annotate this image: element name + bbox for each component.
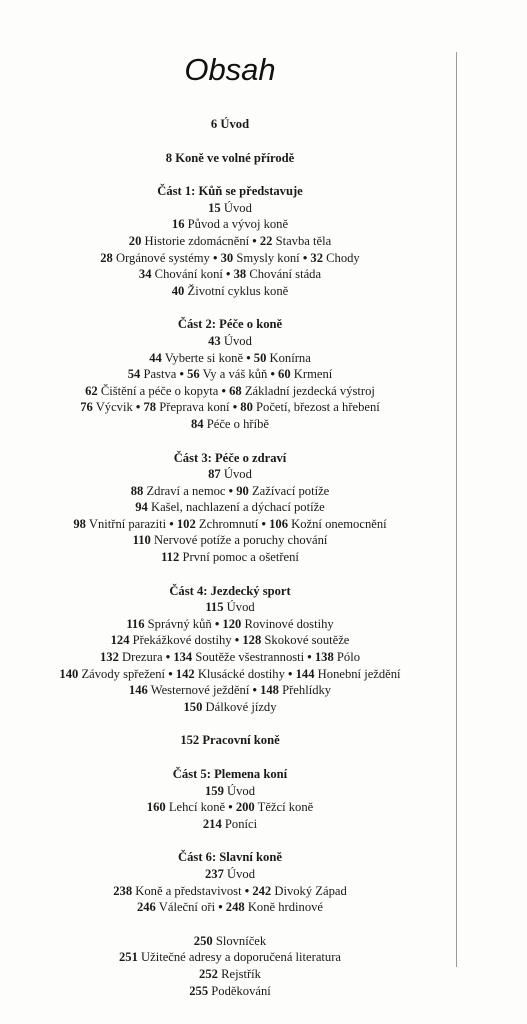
- entry-title: Vy a váš kůň: [202, 367, 268, 382]
- entry-title: Správný kůň: [147, 616, 212, 631]
- bullet-separator: •: [304, 650, 315, 665]
- toc-line: [0, 949, 460, 966]
- table-of-contents: [0, 116, 460, 1016]
- entry-title: Smysly koní: [236, 250, 300, 265]
- toc-line: [0, 966, 460, 983]
- entry-title: Koně a představivost: [135, 883, 242, 898]
- bullet-separator: •: [218, 383, 230, 398]
- toc-line: [0, 350, 460, 367]
- toc-line: [0, 466, 460, 483]
- page-number: 144: [295, 666, 315, 681]
- bullet-separator: •: [241, 883, 253, 898]
- page-number: 150: [183, 699, 203, 714]
- entry-title: Rejstřík: [221, 966, 261, 981]
- entry-title: Stavba těla: [275, 233, 332, 248]
- toc-line: [0, 499, 460, 516]
- entry-title: Divoký Západ: [274, 883, 347, 898]
- toc-line: [0, 416, 460, 433]
- entry-title: Závody spřežení: [81, 666, 166, 681]
- page-number: 28: [100, 250, 113, 265]
- bullet-separator: •: [267, 367, 279, 382]
- toc-section: [0, 732, 460, 749]
- entry-title: Pastva: [143, 367, 177, 382]
- toc-section: [0, 316, 460, 432]
- page-number: 237: [204, 866, 224, 881]
- entry-title: Klusácké dostihy: [197, 666, 285, 681]
- entry-title: Kašel, nachlazení a dýchací potíže: [150, 500, 325, 515]
- toc-line: [0, 899, 460, 916]
- entry-title: Skokové soutěže: [264, 633, 350, 648]
- toc-line: [0, 649, 460, 666]
- section-title: Část 4: Jezdecký sport: [169, 583, 291, 598]
- entry-title: Konírna: [269, 350, 311, 365]
- entry-title: Životní cyklus koně: [187, 283, 289, 298]
- toc-section-title: [0, 766, 460, 783]
- toc-line: [0, 682, 460, 699]
- entry-title: Těžcí koně: [257, 800, 314, 815]
- toc-line: [0, 866, 460, 883]
- page-number: 246: [136, 900, 156, 915]
- entry-title: Zchromnutí: [198, 516, 259, 531]
- toc-line: [0, 399, 460, 416]
- entry-title: První pomoc a ošetření: [182, 550, 299, 565]
- page-number: 98: [73, 516, 86, 531]
- entry-title: Výcvik: [95, 400, 133, 415]
- bullet-separator: •: [166, 516, 177, 531]
- page-number: 159: [204, 783, 224, 798]
- page-number: 94: [135, 500, 148, 515]
- page-number: 242: [252, 883, 272, 898]
- page-number: 128: [242, 633, 262, 648]
- page-number: 34: [138, 267, 152, 282]
- page-number: 120: [222, 616, 242, 631]
- bullet-separator: •: [132, 400, 144, 415]
- toc-line: [0, 483, 460, 500]
- entry-title: Kožní onemocnění: [291, 516, 387, 531]
- toc-line: [0, 599, 460, 616]
- toc-section-title: [0, 150, 460, 167]
- toc-section: [0, 450, 460, 566]
- section-title: Úvod: [220, 117, 250, 131]
- page-number: 134: [173, 650, 193, 665]
- entry-title: Lehcí koně: [168, 800, 226, 815]
- page-number: 90: [236, 483, 249, 498]
- toc-line: [0, 799, 460, 816]
- toc-line: [0, 783, 460, 800]
- toc-section-title: [0, 116, 460, 133]
- toc-line: [0, 666, 460, 683]
- page-number: 76: [80, 400, 93, 415]
- entry-title: Úvod: [223, 333, 252, 348]
- entry-title: Úvod: [226, 600, 255, 615]
- page-number: 15: [208, 200, 221, 215]
- page-number: 16: [171, 217, 185, 232]
- entry-title: Péče o hříbě: [206, 416, 269, 431]
- entry-title: Dálkové jízdy: [205, 699, 277, 714]
- toc-line: [0, 283, 460, 300]
- entry-title: Chování koní: [154, 267, 223, 282]
- bullet-separator: •: [258, 516, 270, 531]
- page-number: 43: [208, 333, 221, 348]
- entry-title: Chování stáda: [249, 267, 322, 282]
- toc-line: [0, 266, 460, 283]
- page-number: 22: [259, 233, 273, 248]
- entry-title: Úvod: [223, 467, 252, 482]
- toc-section-title: [0, 183, 460, 200]
- section-title: Část 2: Péče o koně: [177, 317, 283, 332]
- entry-title: Pólo: [336, 650, 361, 665]
- bullet-separator: •: [165, 666, 176, 681]
- toc-section: [0, 849, 460, 915]
- entry-title: Překážkové dostihy: [132, 633, 232, 648]
- entry-title: Koně hrdinové: [247, 900, 324, 915]
- entry-title: Chody: [326, 250, 360, 265]
- page-number: 80: [240, 400, 253, 415]
- toc-line: [0, 516, 460, 533]
- page-number: 138: [314, 650, 334, 665]
- toc-section-title: [0, 583, 460, 600]
- page-number: 87: [208, 467, 221, 482]
- entry-title: Vyberte si koně: [164, 350, 244, 365]
- page-number: 106: [269, 516, 288, 531]
- entry-title: Původ a vývoj koně: [187, 217, 289, 232]
- page-number: 62: [85, 383, 98, 398]
- page-number: 88: [130, 483, 144, 498]
- toc-line: [0, 200, 460, 217]
- bullet-separator: •: [229, 400, 241, 415]
- page-number: 124: [110, 633, 130, 648]
- page-number: 68: [229, 383, 242, 398]
- entry-title: Honební ježdění: [317, 666, 401, 681]
- page-number: 132: [99, 650, 119, 665]
- toc-line: [0, 250, 460, 267]
- page-number: 142: [175, 666, 195, 681]
- page-number: 56: [187, 367, 200, 382]
- page-number: 214: [202, 816, 222, 831]
- bullet-separator: •: [209, 250, 221, 265]
- page-number: 252: [199, 966, 218, 981]
- page-number: 200: [235, 800, 255, 815]
- page-title: Obsah: [184, 52, 276, 87]
- entry-title: Základní jezdecká výstroj: [244, 383, 375, 398]
- bullet-separator: •: [225, 483, 237, 498]
- page-number: 160: [146, 800, 166, 815]
- bullet-separator: •: [225, 800, 236, 815]
- page-number: 248: [225, 900, 245, 915]
- toc-line: [0, 933, 460, 950]
- page-number: 238: [113, 883, 133, 898]
- entry-title: Váleční oři: [158, 900, 216, 915]
- section-title: Koně ve volné přírodě: [175, 150, 295, 165]
- page-number: 60: [278, 367, 291, 382]
- page-number: 38: [233, 267, 247, 282]
- page-number: 78: [143, 400, 157, 415]
- bullet-separator: •: [284, 666, 296, 681]
- bullet-separator: •: [243, 350, 254, 365]
- page-number: 102: [176, 516, 196, 531]
- toc-line: [0, 383, 460, 400]
- entry-title: Početí, březost a hřebení: [256, 400, 380, 415]
- toc-section: [0, 933, 460, 999]
- entry-title: Slovníček: [215, 933, 267, 948]
- page-number: 40: [171, 283, 185, 298]
- section-title: Část 5: Plemena koní: [172, 767, 288, 781]
- entry-title: Historie zdomácnění: [144, 233, 250, 248]
- section-title: Část 3: Péče o zdraví: [173, 450, 287, 465]
- toc-line: [0, 699, 460, 716]
- page-number: 250: [193, 933, 213, 948]
- page-number: 251: [118, 950, 138, 965]
- entry-title: Zdraví a nemoc: [146, 483, 226, 498]
- toc-section-title: [0, 316, 460, 333]
- toc-line: [0, 532, 460, 549]
- entry-title: Rovinové dostihy: [244, 616, 334, 631]
- toc-line: [0, 616, 460, 633]
- bullet-separator: •: [249, 683, 261, 698]
- section-title: Část 1: Kůň se představuje: [157, 184, 303, 199]
- page-number: 152: [180, 733, 200, 748]
- entry-title: Westernové ježdění: [150, 683, 250, 698]
- page-number: 20: [128, 233, 142, 248]
- section-title: Část 6: Slavní koně: [178, 850, 282, 865]
- entry-title: Úvod: [223, 200, 252, 215]
- toc-section: [0, 150, 460, 167]
- toc-line: [0, 983, 460, 1000]
- entry-title: Přehlídky: [282, 683, 332, 698]
- toc-section: [0, 116, 460, 133]
- page-number: 115: [205, 600, 224, 615]
- page-number: 50: [253, 350, 267, 365]
- page-number: 44: [149, 350, 162, 365]
- page-number: 8: [165, 150, 173, 165]
- toc-line: [0, 233, 460, 250]
- toc-section: [0, 583, 460, 716]
- page-number: 110: [132, 533, 151, 548]
- toc-line: [0, 883, 460, 900]
- entry-title: Užitečné adresy a doporučená literatura: [141, 950, 342, 965]
- entry-title: Soutěže všestrannosti: [195, 650, 305, 665]
- toc-section: [0, 766, 460, 832]
- page-number: 255: [189, 983, 209, 998]
- toc-line: [0, 816, 460, 833]
- entry-title: Zažívací potíže: [251, 483, 330, 498]
- bullet-separator: •: [299, 250, 311, 265]
- page-number: 6: [210, 117, 218, 131]
- page-number: 146: [128, 683, 148, 698]
- bullet-separator: •: [211, 616, 223, 631]
- toc-section-title: [0, 849, 460, 866]
- bullet-separator: •: [215, 900, 226, 915]
- toc-section-title: [0, 450, 460, 467]
- toc-line: [0, 216, 460, 233]
- page-number: 116: [126, 616, 145, 631]
- bullet-separator: •: [249, 233, 260, 248]
- entry-title: Orgánové systémy: [116, 250, 210, 265]
- page-number: 148: [260, 683, 279, 698]
- toc-section: [0, 183, 460, 299]
- bullet-separator: •: [231, 633, 243, 648]
- entry-title: Drezura: [122, 650, 163, 665]
- entry-title: Úvod: [227, 783, 256, 798]
- bullet-separator: •: [222, 267, 234, 282]
- page-number: 32: [310, 250, 323, 265]
- entry-title: Úvod: [227, 866, 256, 881]
- page-number: 84: [191, 416, 204, 431]
- entry-title: Přeprava koní: [159, 400, 230, 415]
- entry-title: Poděkování: [211, 983, 271, 998]
- page-number: 30: [220, 250, 234, 265]
- section-title: Pracovní koně: [202, 733, 280, 748]
- toc-section-title: [0, 732, 460, 749]
- bullet-separator: •: [162, 650, 174, 665]
- page-number: 112: [161, 550, 180, 565]
- entry-title: Poníci: [224, 816, 258, 831]
- entry-title: Vnitřní paraziti: [88, 516, 167, 531]
- entry-title: Nervové potíže a poruchy chování: [153, 533, 328, 548]
- page-number: 140: [59, 666, 79, 681]
- toc-line: [0, 366, 460, 383]
- toc-line: [0, 549, 460, 566]
- entry-title: Čištění a péče o kopyta: [100, 383, 219, 398]
- bullet-separator: •: [176, 367, 188, 382]
- page-number: 54: [127, 367, 141, 382]
- entry-title: Krmení: [293, 367, 333, 382]
- toc-line: [0, 632, 460, 649]
- toc-line: [0, 333, 460, 350]
